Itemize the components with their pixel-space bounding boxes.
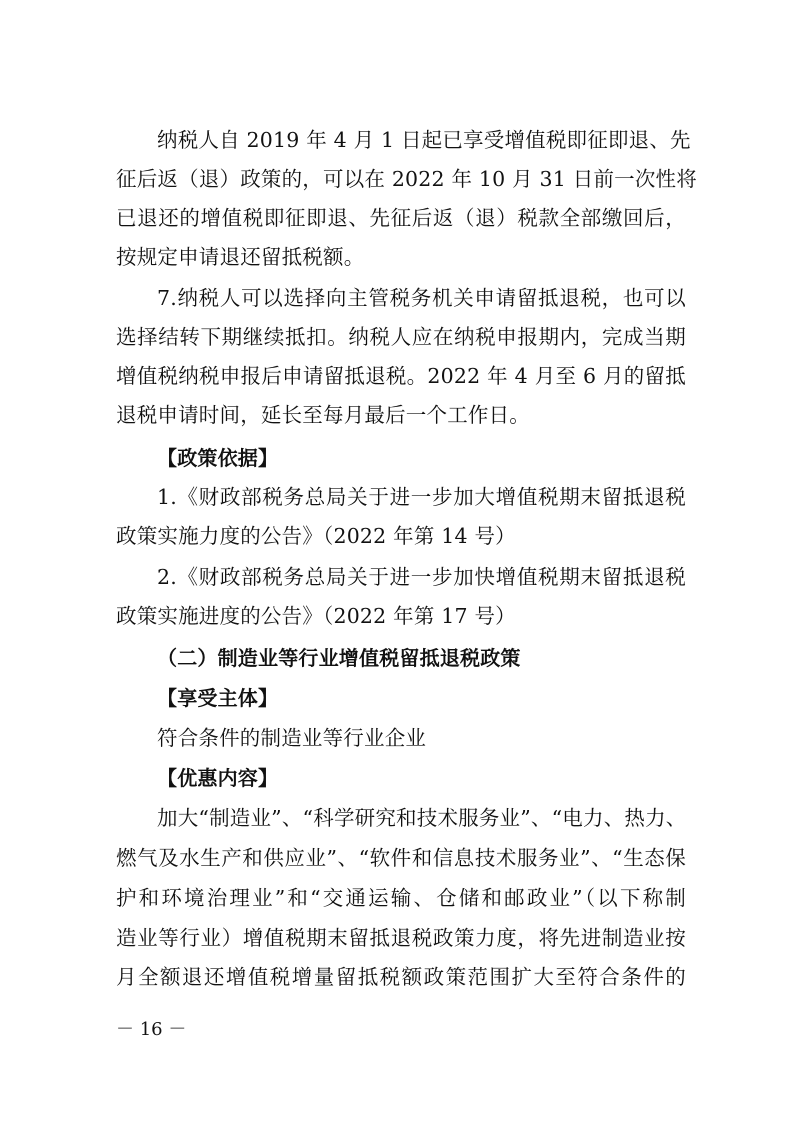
text-line: 造业等行业）增值税期末留抵退税政策力度，将先进制造业按 [116,926,686,950]
section-title: （二）制造业等行业增值税留抵退税政策 [157,646,521,670]
section-heading: 【享受主体】 [157,686,279,710]
section-heading: 【优惠内容】 [157,766,279,790]
text-line: 加大“制造业”、“科学研究和技术服务业”、“电力、热力、 [157,806,687,830]
text-line: 增值税纳税申报后申请留抵退税。2022 年 4 月至 6 月的留抵 [116,364,686,388]
text-line: 征后返（退）政策的，可以在 2022 年 10 月 31 日前一次性将 [116,167,697,191]
text-line: 7.纳税人可以选择向主管税务机关申请留抵退税，也可以 [157,286,686,310]
text-line: 政策实施力度的公告》（2022 年第 14 号） [116,524,516,548]
section-heading: 【政策依据】 [157,446,279,470]
text-line: 政策实施进度的公告》（2022 年第 17 号） [116,604,516,628]
text-line: 选择结转下期继续抵扣。纳税人应在纳税申报期内，完成当期 [116,325,686,349]
page-number: － 16 － [116,1019,187,1040]
text-line: 按规定申请退还留抵税额。 [116,245,365,269]
text-line: 1.《财政部税务总局关于进一步加大增值税期末留抵退税 [157,485,686,509]
text-line: 护和环境治理业”和“交通运输、仓储和邮政业”（以下称制 [116,886,686,910]
text-line: 月全额退还增值税增量留抵税额政策范围扩大至符合条件的 [116,965,686,989]
text-line: 2.《财政部税务总局关于进一步加快增值税期末留抵退税 [157,565,686,589]
text-line: 已退还的增值税即征即退、先征后返（退）税款全部缴回后， [116,206,686,230]
text-line: 燃气及水生产和供应业”、“软件和信息技术服务业”、“生态保 [116,846,686,870]
text-line: 纳税人自 2019 年 4 月 1 日起已享受增值税即征即退、先 [157,128,691,152]
text-line: 退税申请时间，延长至每月最后一个工作日。 [116,403,530,427]
text-line: 符合条件的制造业等行业企业 [157,726,427,750]
